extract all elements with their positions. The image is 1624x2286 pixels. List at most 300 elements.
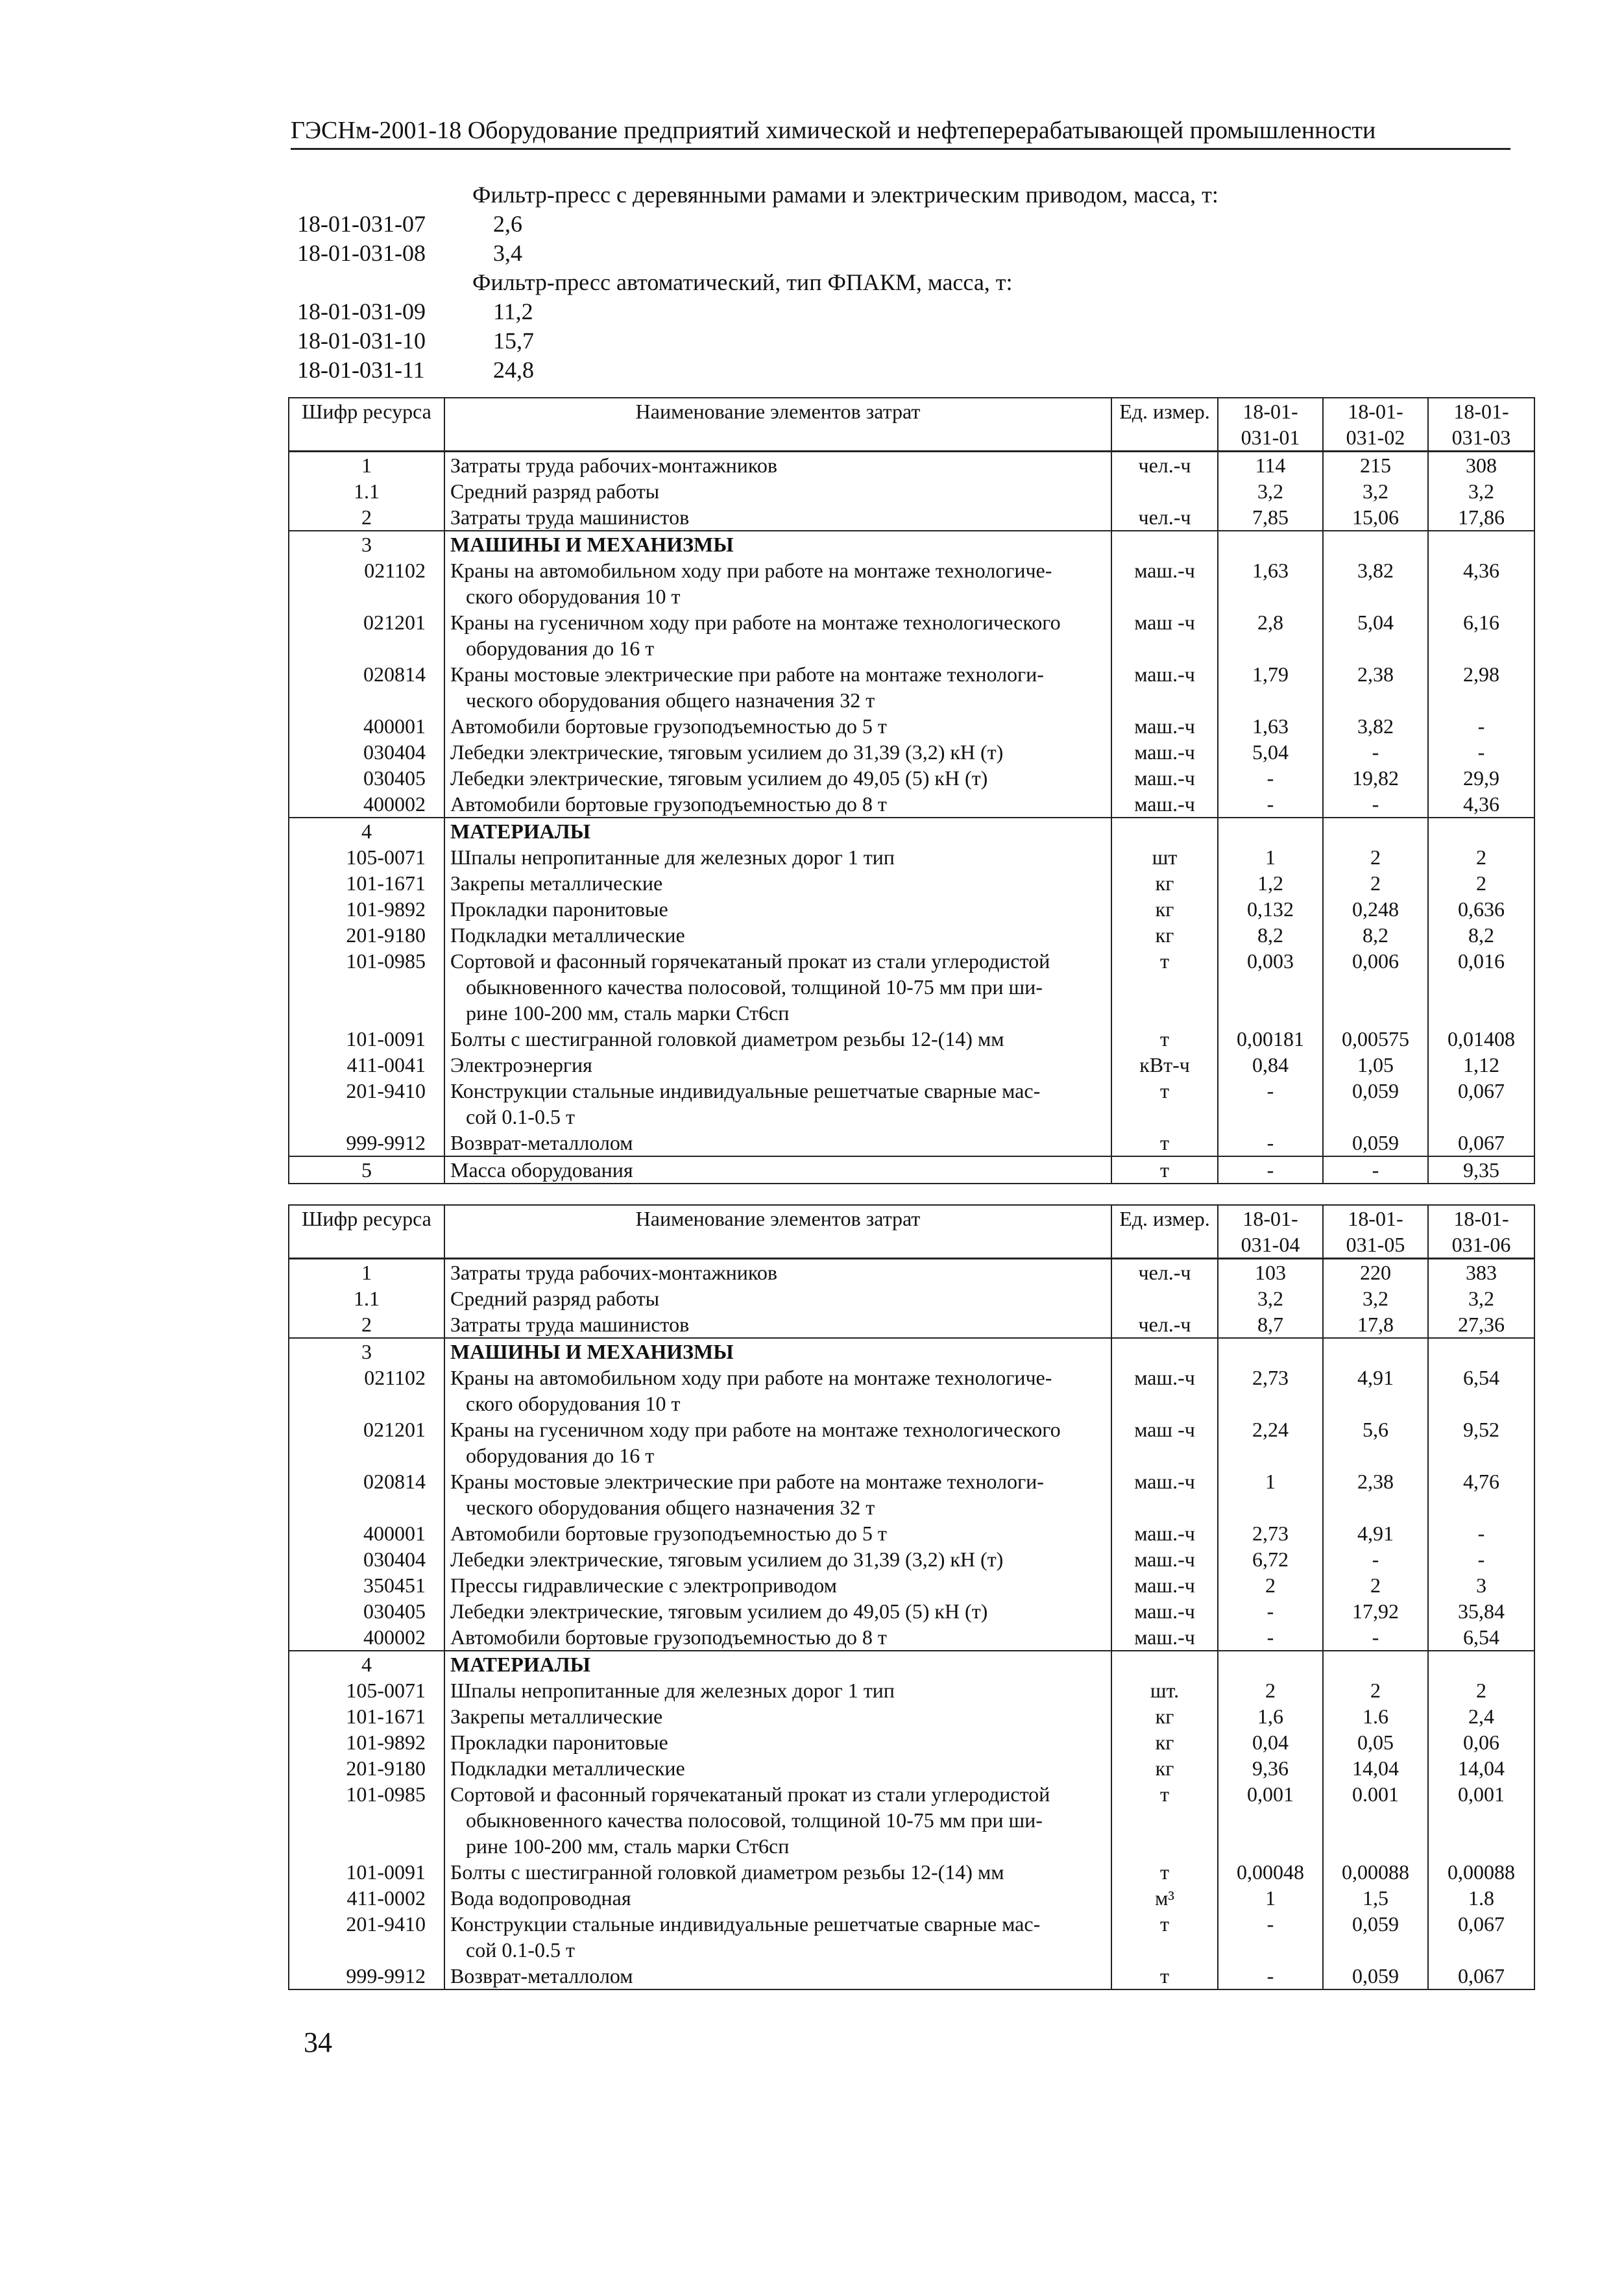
resource-name-line: ского оборудования 10 т xyxy=(466,1392,681,1415)
resource-value: 2,73 xyxy=(1218,1365,1323,1417)
resource-unit xyxy=(1111,1285,1218,1311)
header-col-part: 18-01- xyxy=(1453,1207,1509,1230)
resource-code: 101-0985 xyxy=(289,1781,444,1859)
resource-value: 0,067 xyxy=(1428,1130,1534,1156)
resource-value: 2 xyxy=(1428,1677,1534,1703)
resource-name-line: Лебедки электрические, тяговым усилием до 31,39 (3,2) кН (т) xyxy=(450,740,1004,764)
resource-name-line: Конструкции стальные индивидуальные решетчатые сварные мас- xyxy=(450,1079,1041,1102)
resource-value: - xyxy=(1428,739,1534,765)
resource-unit: маш.-ч xyxy=(1111,1546,1218,1572)
resource-value: 27,36 xyxy=(1428,1311,1534,1338)
resource-value: - xyxy=(1218,1078,1323,1130)
resource-value xyxy=(1323,1651,1428,1677)
resource-table-2 xyxy=(288,1204,1535,1990)
header-name: Наименование элементов затрат xyxy=(444,398,1111,452)
resource-code: 411-0002 xyxy=(289,1885,444,1911)
resource-value: 4,91 xyxy=(1323,1520,1428,1546)
header-col-part: 18-01- xyxy=(1242,1207,1298,1230)
table-row xyxy=(289,922,1534,948)
resource-name xyxy=(444,1417,1111,1468)
resource-value: 1 xyxy=(1218,844,1323,870)
header-col xyxy=(1428,1205,1534,1259)
resource-value: 5,6 xyxy=(1323,1417,1428,1468)
resource-name-line: Автомобили бортовые грузоподъемностью до 5 т xyxy=(450,714,887,738)
resource-value: 0,059 xyxy=(1323,1078,1428,1130)
resource-value: 0,067 xyxy=(1428,1963,1534,1989)
resource-code: 1 xyxy=(289,1259,444,1286)
header-col xyxy=(1323,398,1428,452)
resource-value: 3,2 xyxy=(1323,1285,1428,1311)
resource-value: 0,05 xyxy=(1323,1729,1428,1755)
resource-name-line: оборудования до 16 т xyxy=(466,637,655,660)
resource-value: 0,001 xyxy=(1218,1781,1323,1859)
resource-unit: маш.-ч xyxy=(1111,661,1218,713)
resource-name-line: Прокладки паронитовые xyxy=(450,1731,668,1754)
resource-code: 021102 xyxy=(289,557,444,609)
resource-value: 0,067 xyxy=(1428,1078,1534,1130)
resource-value: 383 xyxy=(1428,1259,1534,1286)
resource-unit xyxy=(1111,1338,1218,1365)
table-row xyxy=(289,1963,1534,1989)
resource-code: 1.1 xyxy=(289,1285,444,1311)
table-row xyxy=(289,713,1534,739)
resource-code: 030405 xyxy=(289,765,444,791)
resource-value: 3,2 xyxy=(1218,478,1323,504)
resource-value: - xyxy=(1323,1546,1428,1572)
resource-name-line: Прокладки паронитовые xyxy=(450,897,668,921)
resource-unit: маш.-ч xyxy=(1111,1598,1218,1624)
resource-name-line: МАШИНЫ И МЕХАНИЗМЫ xyxy=(450,533,734,556)
resource-name-line: Закрепы металлические xyxy=(450,871,663,895)
resource-code: 030404 xyxy=(289,739,444,765)
resource-unit: т xyxy=(1111,1963,1218,1989)
resource-name xyxy=(444,1130,1111,1156)
resource-code: 400002 xyxy=(289,791,444,818)
resource-name-line: Автомобили бортовые грузоподъемностью до 8 т xyxy=(450,1625,887,1649)
resource-unit: маш.-ч xyxy=(1111,713,1218,739)
resource-unit: т xyxy=(1111,1859,1218,1885)
resource-unit: шт. xyxy=(1111,1677,1218,1703)
resource-unit: т xyxy=(1111,1078,1218,1130)
resource-name xyxy=(444,1755,1111,1781)
resource-unit: т xyxy=(1111,1026,1218,1052)
resource-value: 1,5 xyxy=(1323,1885,1428,1911)
table-row xyxy=(289,1338,1534,1365)
resource-value: 3,2 xyxy=(1218,1285,1323,1311)
resource-value: 0,636 xyxy=(1428,896,1534,922)
table-row xyxy=(289,844,1534,870)
resource-value: 3,82 xyxy=(1323,557,1428,609)
resource-name-line: ческого оборудования общего назначения 32 т xyxy=(466,1496,875,1519)
resource-value: 6,54 xyxy=(1428,1365,1534,1417)
resource-name xyxy=(444,1624,1111,1651)
resource-name-line: Краны мостовые электрические при работе на монтаже технологи- xyxy=(450,663,1044,686)
resource-name xyxy=(444,1078,1111,1130)
intro-item xyxy=(297,356,1530,385)
table-row xyxy=(289,1755,1534,1781)
resource-value: 1,05 xyxy=(1323,1052,1428,1078)
resource-value: - xyxy=(1218,791,1323,818)
resource-name xyxy=(444,1703,1111,1729)
resource-value: 0,84 xyxy=(1218,1052,1323,1078)
table-row xyxy=(289,1417,1534,1468)
table-row xyxy=(289,1130,1534,1156)
resource-name-line: Краны на гусеничном ходу при работе на монтаже технологического xyxy=(450,1418,1061,1441)
resource-code: 999-9912 xyxy=(289,1130,444,1156)
resource-name-line: МАШИНЫ И МЕХАНИЗМЫ xyxy=(450,1340,734,1363)
resource-name xyxy=(444,1259,1111,1286)
resource-value: - xyxy=(1218,1598,1323,1624)
resource-value: 1.8 xyxy=(1428,1885,1534,1911)
resource-name xyxy=(444,1572,1111,1598)
resource-value: 5,04 xyxy=(1323,609,1428,661)
resource-name-line: рине 100-200 мм, сталь марки Ст6сп xyxy=(466,1834,790,1858)
table-row xyxy=(289,452,1534,479)
table-row xyxy=(289,661,1534,713)
intro-item-value: 2,6 xyxy=(493,211,522,237)
resource-value: 103 xyxy=(1218,1259,1323,1286)
table-row xyxy=(289,504,1534,531)
resource-value: 2 xyxy=(1218,1572,1323,1598)
resource-value xyxy=(1218,1338,1323,1365)
resource-name-line: Болты с шестигранной головкой диаметром резьбы 12-(14) мм xyxy=(450,1860,1004,1884)
intro-item xyxy=(297,210,1530,239)
resource-unit: маш.-ч xyxy=(1111,1572,1218,1598)
header-col-part: 031-04 xyxy=(1241,1233,1300,1256)
resource-code: 400001 xyxy=(289,1520,444,1546)
resource-unit xyxy=(1111,1651,1218,1677)
resource-value: 6,16 xyxy=(1428,609,1534,661)
resource-value xyxy=(1218,818,1323,844)
resource-name xyxy=(444,1520,1111,1546)
resource-value: 2,4 xyxy=(1428,1703,1534,1729)
resource-code: 1.1 xyxy=(289,478,444,504)
resource-code: 021201 xyxy=(289,1417,444,1468)
resource-value: 2 xyxy=(1428,844,1534,870)
resource-value: 0,059 xyxy=(1323,1130,1428,1156)
resource-unit: чел.-ч xyxy=(1111,504,1218,531)
resource-code: 101-0985 xyxy=(289,948,444,1026)
resource-name-line: Автомобили бортовые грузоподъемностью до 5 т xyxy=(450,1522,887,1545)
resource-value: 6,72 xyxy=(1218,1546,1323,1572)
resource-name xyxy=(444,1651,1111,1677)
intro-heading xyxy=(297,268,1530,297)
resource-value: 114 xyxy=(1218,452,1323,479)
table-row xyxy=(289,739,1534,765)
resource-name-line: Краны на автомобильном ходу при работе на монтаже технологиче- xyxy=(450,1366,1052,1389)
resource-value: 19,82 xyxy=(1323,765,1428,791)
table-row xyxy=(289,1624,1534,1651)
resource-value: 0,01408 xyxy=(1428,1026,1534,1052)
resource-name-line: Электроэнергия xyxy=(450,1053,592,1076)
resource-code: 101-9892 xyxy=(289,896,444,922)
resource-name-line: оборудования до 16 т xyxy=(466,1444,655,1467)
resource-unit: т xyxy=(1111,948,1218,1026)
resource-name-line: Краны мостовые электрические при работе на монтаже технологи- xyxy=(450,1470,1044,1493)
table-row xyxy=(289,1078,1534,1130)
resource-code: 201-9180 xyxy=(289,1755,444,1781)
header-col xyxy=(1218,1205,1323,1259)
table-row xyxy=(289,765,1534,791)
table-row xyxy=(289,531,1534,557)
resource-name xyxy=(444,1311,1111,1338)
resource-value: 6,54 xyxy=(1428,1624,1534,1651)
resource-value: 8,2 xyxy=(1323,922,1428,948)
resource-value: 17,92 xyxy=(1323,1598,1428,1624)
intro-heading xyxy=(297,180,1530,210)
resource-unit: маш.-ч xyxy=(1111,1520,1218,1546)
resource-unit: чел.-ч xyxy=(1111,1259,1218,1286)
resource-name xyxy=(444,661,1111,713)
resource-unit: м³ xyxy=(1111,1885,1218,1911)
header-col xyxy=(1323,1205,1428,1259)
resource-name-line: Лебедки электрические, тяговым усилием до 31,39 (3,2) кН (т) xyxy=(450,1548,1004,1571)
intro-item-code: 18-01-031-09 xyxy=(297,298,426,324)
resource-name xyxy=(444,765,1111,791)
resource-value: 1,63 xyxy=(1218,713,1323,739)
resource-name xyxy=(444,478,1111,504)
resource-name-line: Затраты труда рабочих-монтажников xyxy=(450,1261,777,1284)
resource-value: 1,2 xyxy=(1218,870,1323,896)
resource-name xyxy=(444,791,1111,818)
resource-value xyxy=(1218,1651,1323,1677)
table-row xyxy=(289,609,1534,661)
resource-value: 1,12 xyxy=(1428,1052,1534,1078)
resource-value: 2,98 xyxy=(1428,661,1534,713)
resource-value: 4,76 xyxy=(1428,1468,1534,1520)
resource-value: 8,2 xyxy=(1428,922,1534,948)
resource-code: 030404 xyxy=(289,1546,444,1572)
resource-name-line: обыкновенного качества полосовой, толщиной 10-75 мм при ши- xyxy=(466,975,1043,999)
resource-value: 1 xyxy=(1218,1885,1323,1911)
resource-value: - xyxy=(1323,791,1428,818)
resource-name xyxy=(444,870,1111,896)
resource-value: 0,00088 xyxy=(1428,1859,1534,1885)
resource-name xyxy=(444,1781,1111,1859)
resource-value: 5,04 xyxy=(1218,739,1323,765)
resource-value: 0,006 xyxy=(1323,948,1428,1026)
resource-name-line: Шпалы непропитанные для железных дорог 1 тип xyxy=(450,1679,895,1702)
header-col-part: 18-01- xyxy=(1242,400,1298,423)
resource-code: 201-9410 xyxy=(289,1078,444,1130)
resource-name xyxy=(444,739,1111,765)
resource-value: 0,00088 xyxy=(1323,1859,1428,1885)
resource-unit: маш.-ч xyxy=(1111,791,1218,818)
header-unit: Ед. измер. xyxy=(1111,1205,1218,1259)
resource-value xyxy=(1428,818,1534,844)
resource-value: 15,06 xyxy=(1323,504,1428,531)
resource-name xyxy=(444,1156,1111,1184)
table-row xyxy=(289,1311,1534,1338)
resource-name-line: сой 0.1-0.5 т xyxy=(466,1105,575,1128)
resource-value: 0,00048 xyxy=(1218,1859,1323,1885)
resource-name xyxy=(444,1729,1111,1755)
resource-name-line: Сортовой и фасонный горячекатаный прокат из стали углеродистой xyxy=(450,949,1050,973)
resource-name-line: рине 100-200 мм, сталь марки Ст6сп xyxy=(466,1001,790,1025)
resource-code: 411-0041 xyxy=(289,1052,444,1078)
header-unit: Ед. измер. xyxy=(1111,398,1218,452)
table-row xyxy=(289,1572,1534,1598)
table-row xyxy=(289,1651,1534,1677)
table-row xyxy=(289,478,1534,504)
resource-name-line: Шпалы непропитанные для железных дорог 1 тип xyxy=(450,845,895,869)
resource-code: 3 xyxy=(289,1338,444,1365)
resource-name xyxy=(444,896,1111,922)
resource-value: 2 xyxy=(1323,844,1428,870)
page-header: ГЭСНм-2001-18 Оборудование предприятий химической и нефтеперерабатывающей промышленности xyxy=(291,116,1510,150)
resource-code: 350451 xyxy=(289,1572,444,1598)
resource-name-line: Закрепы металлические xyxy=(450,1705,663,1728)
resource-value: 2,24 xyxy=(1218,1417,1323,1468)
resource-value: 3 xyxy=(1428,1572,1534,1598)
resource-unit: чел.-ч xyxy=(1111,452,1218,479)
resource-name-line: Конструкции стальные индивидуальные решетчатые сварные мас- xyxy=(450,1912,1041,1936)
resource-name xyxy=(444,557,1111,609)
resource-value: 7,85 xyxy=(1218,504,1323,531)
resource-unit: кг xyxy=(1111,1729,1218,1755)
resource-code: 2 xyxy=(289,1311,444,1338)
table-row xyxy=(289,1677,1534,1703)
resource-name xyxy=(444,1677,1111,1703)
header-col-part: 031-01 xyxy=(1241,426,1300,449)
resource-value: 0,059 xyxy=(1323,1963,1428,1989)
resource-value: 2 xyxy=(1428,870,1534,896)
resource-name xyxy=(444,452,1111,479)
table-row xyxy=(289,1546,1534,1572)
resource-name-line: ского оборудования 10 т xyxy=(466,585,681,608)
resource-code: 201-9410 xyxy=(289,1911,444,1963)
resource-value: 14,04 xyxy=(1428,1755,1534,1781)
resource-code: 4 xyxy=(289,1651,444,1677)
resource-name-line: ческого оборудования общего назначения 32 т xyxy=(466,688,875,712)
resource-value: 3,2 xyxy=(1428,478,1534,504)
resource-value: 0.001 xyxy=(1323,1781,1428,1859)
table-row xyxy=(289,1285,1534,1311)
resource-value: - xyxy=(1218,1963,1323,1989)
resource-value: 1 xyxy=(1218,1468,1323,1520)
table-row xyxy=(289,791,1534,818)
resource-value: 1,6 xyxy=(1218,1703,1323,1729)
resource-value: 4,91 xyxy=(1323,1365,1428,1417)
resource-name xyxy=(444,504,1111,531)
resource-value: 0,248 xyxy=(1323,896,1428,922)
table-row xyxy=(289,1885,1534,1911)
resource-name xyxy=(444,1338,1111,1365)
resource-name xyxy=(444,713,1111,739)
resource-name xyxy=(444,1468,1111,1520)
intro-item-code: 18-01-031-08 xyxy=(297,240,426,266)
table-row xyxy=(289,1052,1534,1078)
intro-item-code: 18-01-031-11 xyxy=(297,357,425,383)
resource-value: - xyxy=(1428,1520,1534,1546)
header-col-part: 031-03 xyxy=(1451,426,1511,449)
resource-value: 8,7 xyxy=(1218,1311,1323,1338)
resource-value: 9,35 xyxy=(1428,1156,1534,1184)
resource-value: 4,36 xyxy=(1428,557,1534,609)
table-row xyxy=(289,1520,1534,1546)
resource-code: 5 xyxy=(289,1156,444,1184)
resource-code: 4 xyxy=(289,818,444,844)
table-row xyxy=(289,896,1534,922)
intro-item-code: 18-01-031-07 xyxy=(297,211,426,237)
resource-name xyxy=(444,948,1111,1026)
resource-value: - xyxy=(1428,713,1534,739)
resource-value: 3,2 xyxy=(1428,1285,1534,1311)
resource-value: 0,06 xyxy=(1428,1729,1534,1755)
resource-value: - xyxy=(1323,739,1428,765)
resource-name-line: обыкновенного качества полосовой, толщиной 10-75 мм при ши- xyxy=(466,1808,1043,1832)
resource-unit: кг xyxy=(1111,896,1218,922)
resource-value: 1,79 xyxy=(1218,661,1323,713)
intro-item-value: 24,8 xyxy=(493,357,534,383)
resource-value: 9,52 xyxy=(1428,1417,1534,1468)
resource-name-line: Затраты труда машинистов xyxy=(450,1313,690,1336)
resource-unit: маш.-ч xyxy=(1111,1624,1218,1651)
resource-code: 101-0091 xyxy=(289,1026,444,1052)
resource-value: - xyxy=(1218,1156,1323,1184)
resource-unit: маш.-ч xyxy=(1111,1468,1218,1520)
resource-value: 0,00181 xyxy=(1218,1026,1323,1052)
resource-name xyxy=(444,1365,1111,1417)
header-row xyxy=(289,398,1534,452)
intro-item xyxy=(297,239,1530,268)
resource-value: 0,04 xyxy=(1218,1729,1323,1755)
resource-code: 3 xyxy=(289,531,444,557)
resource-name-line: Средний разряд работы xyxy=(450,480,660,503)
resource-unit: маш -ч xyxy=(1111,1417,1218,1468)
table-row xyxy=(289,557,1534,609)
resource-value: 0,132 xyxy=(1218,896,1323,922)
resource-code: 021102 xyxy=(289,1365,444,1417)
resource-value xyxy=(1323,818,1428,844)
resource-code: 101-1671 xyxy=(289,870,444,896)
resource-name-line: Затраты труда машинистов xyxy=(450,505,690,529)
resource-unit: т xyxy=(1111,1911,1218,1963)
table-row xyxy=(289,1781,1534,1859)
resource-name xyxy=(444,1052,1111,1078)
resource-name xyxy=(444,1859,1111,1885)
resource-name xyxy=(444,1911,1111,1963)
resource-code: 201-9180 xyxy=(289,922,444,948)
intro-item xyxy=(297,297,1530,326)
header-col-part: 18-01- xyxy=(1348,400,1403,423)
resource-name-line: Затраты труда рабочих-монтажников xyxy=(450,454,777,477)
resource-value: 29,9 xyxy=(1428,765,1534,791)
resource-unit: маш.-ч xyxy=(1111,557,1218,609)
resource-value: - xyxy=(1323,1624,1428,1651)
resource-name xyxy=(444,922,1111,948)
resource-name xyxy=(444,531,1111,557)
resource-name-line: Средний разряд работы xyxy=(450,1287,660,1310)
resource-unit: маш.-ч xyxy=(1111,765,1218,791)
table-row xyxy=(289,1026,1534,1052)
intro-item xyxy=(297,326,1530,356)
header-code: Шифр ресурса xyxy=(289,1205,444,1259)
table-row xyxy=(289,1911,1534,1963)
table-row xyxy=(289,1365,1534,1417)
resource-unit: кг xyxy=(1111,1703,1218,1729)
resource-code: 1 xyxy=(289,452,444,479)
resource-value xyxy=(1428,1651,1534,1677)
resource-value: 17,8 xyxy=(1323,1311,1428,1338)
header-col xyxy=(1428,398,1534,452)
header-col-part: 031-06 xyxy=(1451,1233,1511,1256)
header-row xyxy=(289,1205,1534,1259)
resource-code: 101-9892 xyxy=(289,1729,444,1755)
resource-unit: маш.-ч xyxy=(1111,1365,1218,1417)
table-row xyxy=(289,1729,1534,1755)
resource-code: 400001 xyxy=(289,713,444,739)
